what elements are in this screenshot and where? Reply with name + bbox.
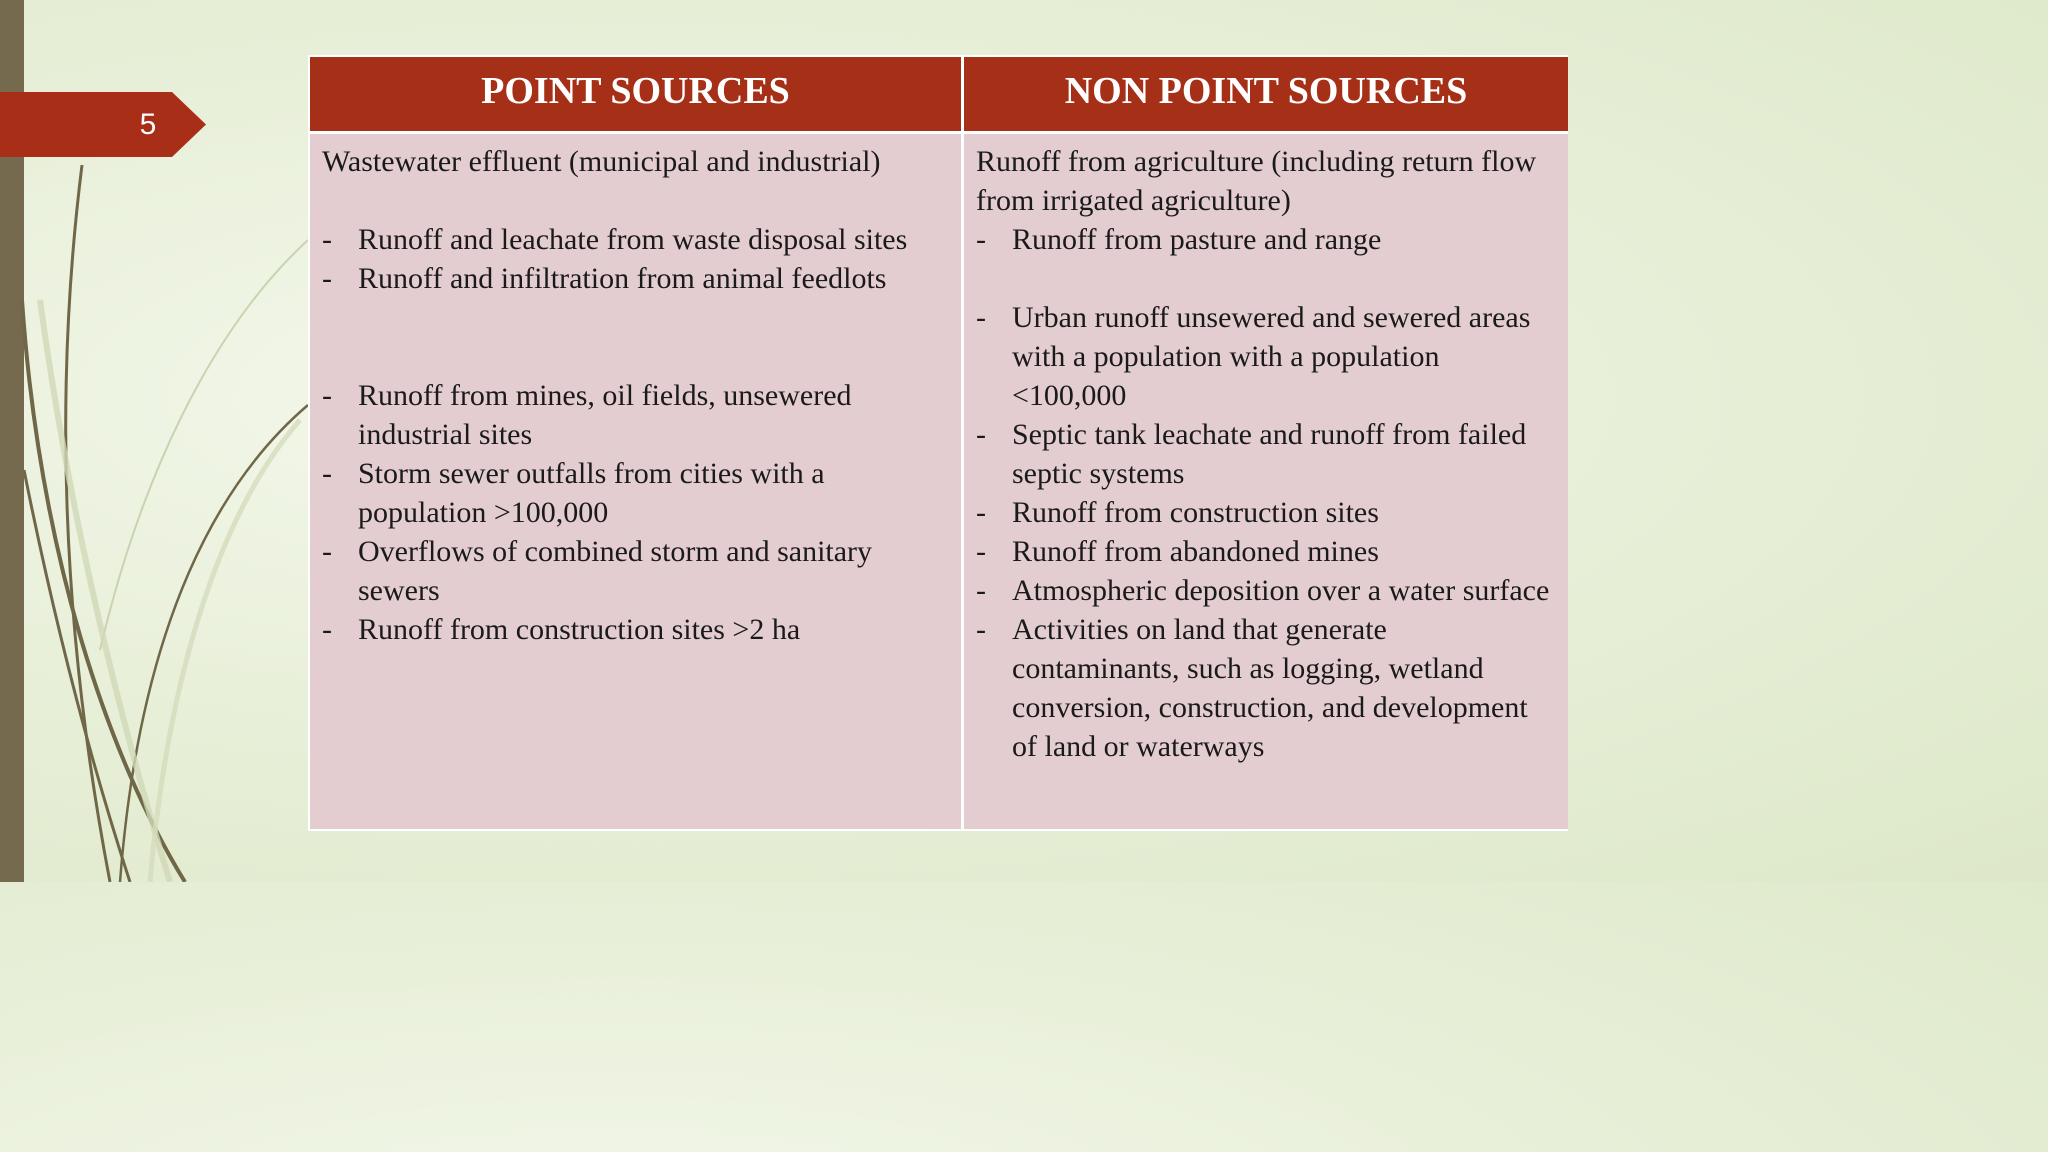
list-item <box>976 415 1554 493</box>
bullet-dash: - <box>322 223 332 256</box>
bullet-dash: - <box>322 457 332 490</box>
list-item-text: Runoff from pasture and range <box>1012 223 1382 256</box>
point-sources-cell <box>310 134 961 829</box>
bullet-dash: - <box>976 574 986 607</box>
list-item <box>976 493 1554 532</box>
bullet-dash: - <box>322 535 332 568</box>
list-item-text: Atmospheric deposition over a water surface <box>1012 574 1550 607</box>
bullet-dash: - <box>976 613 986 646</box>
bullet-dash: - <box>976 496 986 529</box>
list-item <box>322 259 947 298</box>
bullet-dash: - <box>322 613 332 646</box>
list-item-text: Storm sewer outfalls from cities with a population >100,000 <box>358 457 825 529</box>
list-item-text: Urban runoff unsewered and sewered areas with a population with a population <100,000 <box>1012 301 1531 412</box>
bullet-dash: - <box>976 418 986 451</box>
list-item <box>976 532 1554 571</box>
bullet-dash: - <box>322 262 332 295</box>
list-item-text: Runoff from mines, oil fields, unsewered industrial sites <box>358 379 852 451</box>
slide-number: 5 <box>139 108 157 141</box>
list-item-text: Activities on land that generate contaminants, such as logging, wetland conversion, construction, and development of land or waterways <box>1012 613 1528 763</box>
header-non-point-sources: NON POINT SOURCES <box>964 57 1568 131</box>
list-item-text: Runoff and infiltration from animal feedlots <box>358 262 887 295</box>
nonpoint-lead-text: Runoff from agriculture (including return flow from irrigated agriculture) <box>976 145 1537 217</box>
non-point-sources-cell <box>964 134 1568 829</box>
list-item <box>976 571 1554 610</box>
list-item <box>976 220 1554 259</box>
list-item <box>322 376 947 454</box>
list-item-text: Runoff from construction sites <box>1012 496 1379 529</box>
bullet-dash: - <box>976 535 986 568</box>
header-point-sources: POINT SOURCES <box>310 57 961 131</box>
slide-number-tab <box>0 92 206 157</box>
bullet-dash: - <box>322 379 332 412</box>
point-lead-text: Wastewater effluent (municipal and industrial) <box>322 145 881 178</box>
list-item-text: Runoff and leachate from waste disposal sites <box>358 223 908 256</box>
list-item-text: Runoff from abandoned mines <box>1012 535 1379 568</box>
bullet-dash: - <box>976 301 986 334</box>
sources-table <box>308 55 1568 831</box>
list-item <box>322 454 947 532</box>
list-item-text: Overflows of combined storm and sanitary sewers <box>358 535 873 607</box>
list-item <box>322 532 947 610</box>
list-item-text: Runoff from construction sites >2 ha <box>358 613 801 646</box>
list-item <box>322 610 947 649</box>
list-item-text: Septic tank leachate and runoff from failed septic systems <box>1012 418 1527 490</box>
list-item <box>976 610 1554 766</box>
list-item <box>322 220 947 259</box>
list-item <box>976 298 1554 415</box>
bullet-dash: - <box>976 223 986 256</box>
